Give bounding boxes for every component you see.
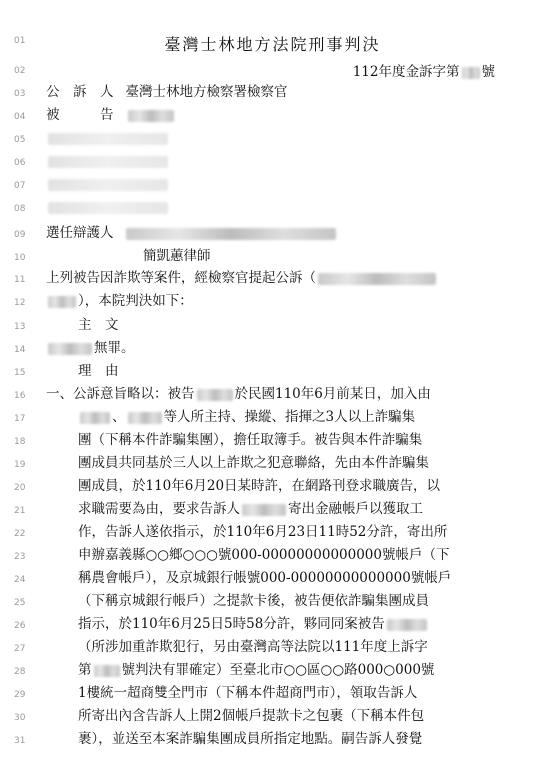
- line-number: 10: [14, 253, 26, 263]
- line-number: 25: [14, 598, 26, 608]
- case-number-prefix: 112年度金訴字第: [352, 64, 460, 80]
- line-number: 09: [14, 230, 26, 240]
- line-number: 28: [14, 667, 26, 677]
- line-number: 19: [14, 460, 26, 470]
- line-04: [0, 104, 545, 128]
- line-number: 13: [14, 322, 26, 332]
- line-12: 12 ），本院判決如下：: [14, 293, 193, 309]
- line-number: 29: [14, 690, 26, 700]
- line-30: 30 所寄出內含告訴人上開2個帳戶提款卡之包裹（下稱本件包: [14, 708, 425, 724]
- line-19: 19 團成員共同基於三人以上詐欺之犯意聯絡，先由本件詐騙集: [14, 455, 429, 471]
- line-number: 08: [14, 204, 26, 214]
- case-number: [353, 60, 495, 80]
- line-11: 11 上列被告因詐欺等案件，經檢察官提起公訴（: [0, 267, 545, 291]
- line-number: 20: [14, 483, 26, 493]
- line-24: 24 稱農會帳戶），及京城銀行帳號000-00000000000000號帳戶: [14, 570, 452, 586]
- redaction: [462, 67, 480, 79]
- line-15: [0, 360, 545, 384]
- line-02: [0, 58, 545, 82]
- line-21: 21 求職需要為由，要求告訴人 寄出金融帳戶以獲取工: [14, 501, 423, 517]
- line-07: [0, 173, 545, 197]
- counsel-label: 選任辯護人: [46, 225, 114, 241]
- line-number: 23: [14, 552, 26, 562]
- redaction: [126, 228, 336, 240]
- line-number: 24: [14, 575, 26, 585]
- redaction: [94, 665, 120, 677]
- line-number: 15: [14, 368, 26, 378]
- line-06: [0, 150, 545, 174]
- main-heading: 主 文: [78, 317, 119, 333]
- line-09: [0, 222, 545, 246]
- line-05: [0, 127, 545, 151]
- line-28: 28 第 號判決有罪確定）至臺北市○○區○○路000○000號: [14, 662, 435, 678]
- redaction: [48, 202, 168, 214]
- redaction: [80, 412, 110, 424]
- redaction: [128, 110, 174, 122]
- verdict: 無罪。: [46, 339, 135, 357]
- line-17: 17 、 等人所主持、操縱、指揮之3人以上詐騙集: [14, 409, 416, 425]
- line-number: 22: [14, 529, 26, 539]
- reason-heading: 理 由: [78, 363, 119, 379]
- line-number: 21: [14, 506, 26, 516]
- redaction: [48, 156, 168, 168]
- redaction: [48, 296, 76, 308]
- prosecutor-row: [46, 83, 288, 101]
- line-number: 01: [14, 36, 26, 46]
- line-number: 27: [14, 644, 26, 654]
- redaction: [128, 412, 162, 424]
- redaction: [318, 273, 436, 285]
- line-number: 02: [14, 66, 26, 76]
- line-03: [0, 81, 545, 105]
- line-number: 03: [14, 89, 26, 99]
- redaction: [242, 504, 286, 516]
- case-number-suffix: 號: [481, 64, 495, 80]
- counsel-row: [46, 224, 338, 242]
- line-18: 18 團（下稱本件詐騙集團），擔任取簿手。被告與本件詐騙集: [14, 432, 423, 448]
- line-number: 11: [14, 275, 26, 285]
- line-number: 07: [14, 181, 26, 191]
- line-number: 26: [14, 621, 26, 631]
- prosecutor-label: 公 訴 人: [46, 84, 114, 100]
- line-number: 14: [14, 345, 26, 355]
- document-title: 臺灣士林地方法院刑事判決: [164, 35, 381, 54]
- line-number: 05: [14, 135, 26, 145]
- line-27: 27 （所涉加重詐欺犯行，另由臺灣高等法院以111年度上訴字: [14, 639, 428, 655]
- counsel-name: 簡凱蕙律師: [143, 248, 211, 264]
- line-22: 22 作，告訴人遂依指示，於110年6月23日11時52分許，寄出所: [14, 524, 448, 540]
- line-29: 29 1樓統一超商雙全門市（下稱本件超商門市），領取告訴人: [14, 685, 418, 701]
- line-10: [0, 245, 545, 269]
- line-20: 20 團成員，於110年6月20日某時許，在網路刊登求職廣告，以: [14, 478, 441, 494]
- line-number: 04: [14, 112, 26, 122]
- line-number: 30: [14, 713, 26, 723]
- line-number: 12: [14, 298, 26, 308]
- line-01: [0, 28, 545, 52]
- redaction: [387, 619, 427, 631]
- line-number: 17: [14, 414, 26, 424]
- line-14: [0, 337, 545, 361]
- line-number: 18: [14, 437, 26, 447]
- line-23: 23 申辦嘉義縣○○鄉○○○號000-00000000000000號帳戶（下: [14, 547, 450, 563]
- defendant-label: 被 告: [46, 107, 114, 123]
- line-number: 31: [14, 736, 26, 746]
- line-number: 16: [14, 391, 26, 401]
- line-31: 31 裹），並送至本案詐騙集團成員所指定地點。嗣告訴人發覺: [14, 731, 423, 747]
- redaction: [48, 343, 92, 355]
- defendant-row: [46, 106, 176, 124]
- redaction: [197, 389, 233, 401]
- line-26: 26 指示，於110年6月25日5時58分許，夥同同案被告: [0, 613, 545, 637]
- line-13: [0, 314, 545, 338]
- line-25: 25 （下稱京城銀行帳戶）之提款卡後，被告便依詐騙集團成員: [14, 593, 429, 609]
- redaction: [48, 133, 168, 145]
- line-16: 16 一、公訴意旨略以：被告 於民國110年6月前某日，加入由: [14, 386, 431, 402]
- redaction: [48, 179, 168, 191]
- prosecutor-value: 臺灣士林地方檢察署檢察官: [125, 84, 288, 100]
- line-08: [0, 196, 545, 220]
- line-number: 06: [14, 158, 26, 168]
